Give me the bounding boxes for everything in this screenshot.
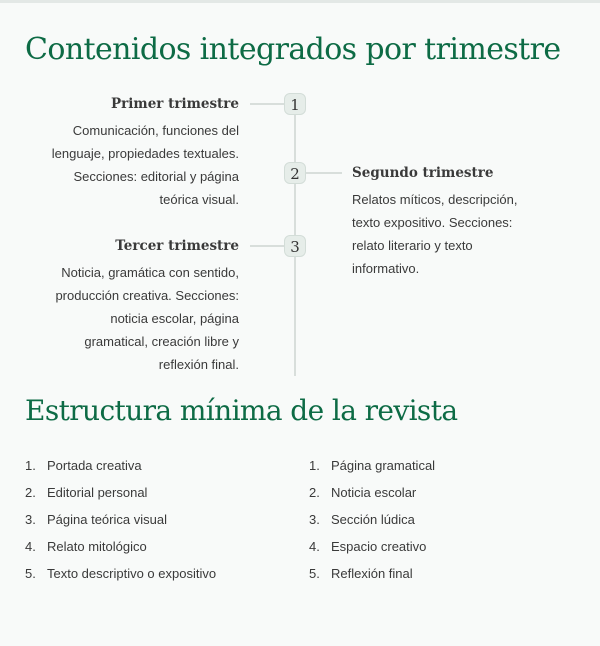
list-item: 1. Portada creativa	[25, 458, 142, 473]
list-item: 2. Editorial personal	[25, 485, 148, 500]
top-border	[0, 0, 600, 3]
structure-list-left	[25, 457, 216, 592]
list-item: 2. Noticia escolar	[309, 485, 417, 500]
timeline-node-1: 1	[284, 93, 306, 115]
list-item: 3. Página teórica visual	[25, 512, 167, 527]
list-item: 1. Página gramatical	[309, 458, 436, 473]
term-description-1: Comunicación, funciones del lenguaje, propiedades textuales. Secciones: editorial y página teórica visual.	[51, 123, 239, 207]
term-title-2: Segundo trimestre	[352, 165, 494, 181]
term-description-3: Noticia, gramática con sentido, producción creativa. Secciones: noticia escolar, página gramatical, creación libre y reflexión final.	[55, 265, 239, 372]
timeline-connector	[250, 245, 284, 247]
list-item: 4. Espacio creativo	[309, 539, 427, 554]
structure-list-right	[309, 457, 435, 592]
timeline-connector	[250, 103, 284, 105]
timeline-node-3: 3	[284, 235, 306, 257]
term-title-1: Primer trimestre	[111, 96, 239, 112]
list-item: 3. Sección lúdica	[309, 512, 415, 527]
section-title-estructura: Estructura mínima de la revista	[25, 394, 458, 427]
term-description-2: Relatos míticos, descripción, texto expositivo. Secciones: relato literario y texto informativo.	[352, 192, 518, 276]
list-item: 5. Texto descriptivo o expositivo	[25, 566, 217, 581]
timeline-connector	[306, 172, 342, 174]
list-item: 4. Relato mitológico	[25, 539, 147, 554]
list-item: 5. Reflexión final	[309, 566, 413, 581]
timeline-node-2: 2	[284, 162, 306, 184]
section-title-contenidos: Contenidos integrados por trimestre	[25, 32, 561, 67]
term-title-3: Tercer trimestre	[115, 238, 239, 254]
